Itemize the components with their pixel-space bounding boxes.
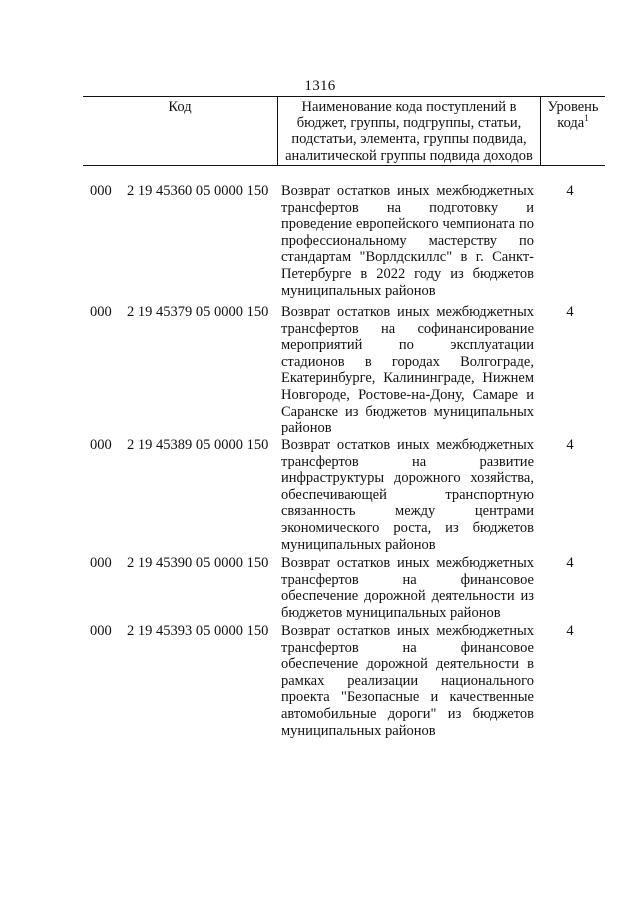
row-description: Возврат остатков иных межбюджетных трансфертов на подготовку и проведение европейского чемпионата по профессиональному мастерству по стандартам "Ворлдскиллс" в г. Санкт-Петербурге в 2022 году из бюджетов муниципальных районов — [281, 183, 534, 299]
row-description: Возврат остатков иных межбюджетных трансфертов на софинансирование мероприятий по эксплуатации стадионов в городах Волгограде, Екатеринбурге, Калининграде, Нижнем Новгороде, Ростове-на-Дону, Самаре и Саранске из бюджетов муниципальных районов — [281, 304, 534, 437]
row-income-code: 2 19 45379 05 0000 150 — [127, 304, 269, 320]
header-name: Наименование кода поступлений в бюджет, группы, подгруппы, статьи, подстатьи, элемента, группы подвида, аналитической группы подвида доходов — [285, 99, 533, 164]
row-income-code: 2 19 45360 05 0000 150 — [127, 183, 269, 199]
table-header — [83, 96, 605, 166]
row-description: Возврат остатков иных межбюджетных трансфертов на финансовое обеспечение дорожной деятельности в рамках реализации национального проекта "Безопасные и качественные автомобильные дороги" из бюджетов муниципальных районов — [281, 623, 534, 739]
row-level: 4 — [566, 555, 574, 571]
header-level — [541, 99, 605, 131]
row-level: 4 — [566, 437, 574, 453]
page-number: 1316 — [304, 78, 336, 94]
row-admin-code: 000 — [90, 555, 112, 571]
row-admin-code: 000 — [90, 437, 112, 453]
row-description: Возврат остатков иных межбюджетных трансфертов на финансовое обеспечение дорожной деятельности из бюджетов муниципальных районов — [281, 555, 534, 621]
row-income-code: 2 19 45389 05 0000 150 — [127, 437, 269, 453]
row-income-code: 2 19 45393 05 0000 150 — [127, 623, 269, 639]
row-admin-code: 000 — [90, 304, 112, 320]
row-admin-code: 000 — [90, 183, 112, 199]
header-level-footnote: 1 — [584, 113, 589, 124]
row-admin-code: 000 — [90, 623, 112, 639]
header-code: Код — [168, 99, 192, 115]
row-level: 4 — [566, 183, 574, 199]
row-level: 4 — [566, 623, 574, 639]
row-description: Возврат остатков иных межбюджетных трансфертов на развитие инфраструктуры дорожного хозяйства, обеспечивающей транспортную связанность между центрами экономического роста, из бюджетов муниципальных районов — [281, 437, 534, 553]
header-level-label: Уровень кода — [547, 99, 599, 132]
row-income-code: 2 19 45390 05 0000 150 — [127, 555, 269, 571]
row-level: 4 — [566, 304, 574, 320]
